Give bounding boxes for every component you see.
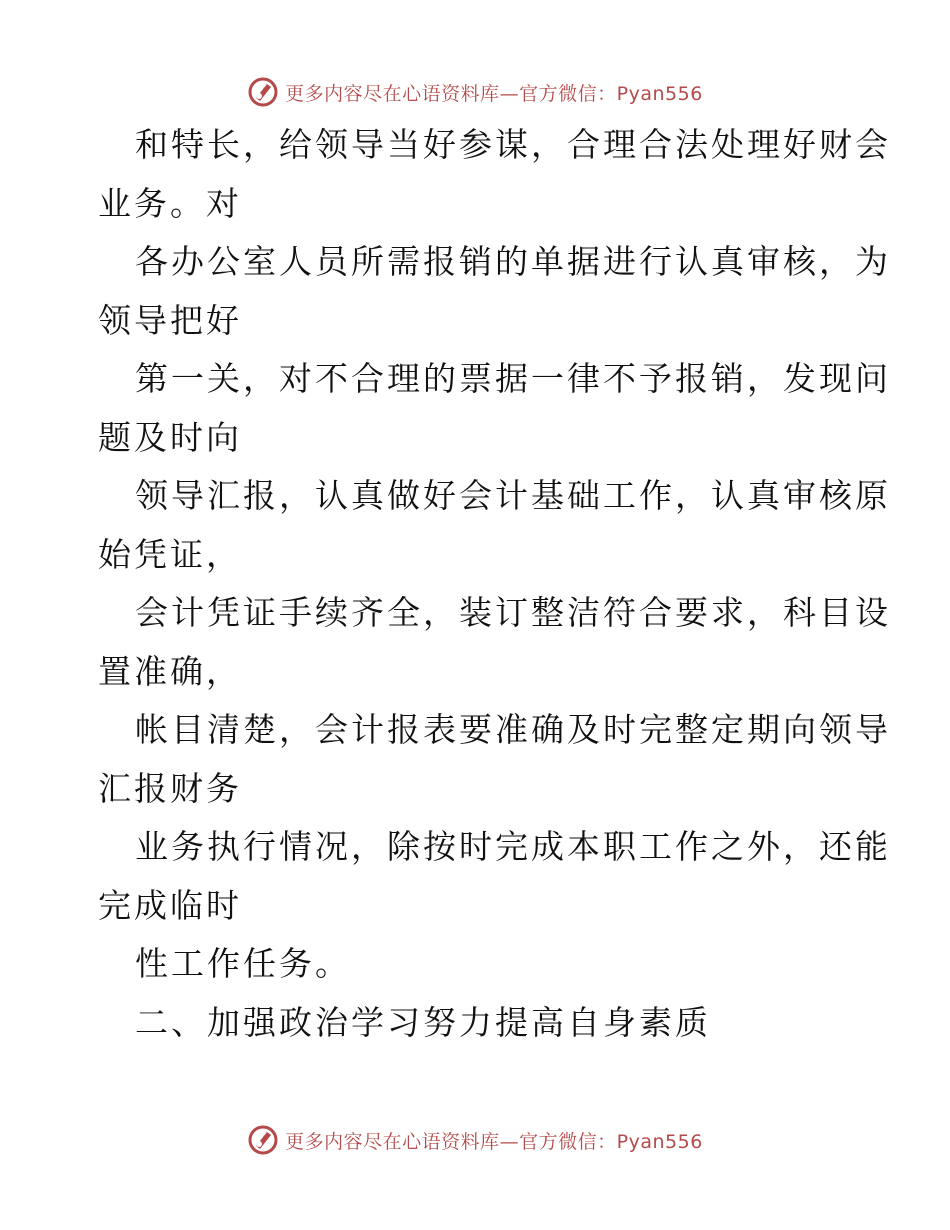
text-line: 置准确， [98,651,242,691]
wechat-id: Pyan556 [616,82,703,105]
text-line: 始凭证， [98,534,242,574]
document-body [98,116,891,1052]
text-line: 领导把好 [98,300,242,340]
text-line: 各办公室人员所需报销的单据进行认真审核，为 [135,242,891,281]
text-line: 业务。对 [98,183,242,223]
logo-icon [247,76,279,108]
banner-text: 更多内容尽在心语资料库—官方微信： [285,82,617,105]
text-line: 和特长，给领导当好参谋，合理合法处理好财会 [135,125,891,164]
text-line: 第一关，对不合理的票据一律不予报销，发现问 [135,359,891,398]
text-line: 业务执行情况，除按时完成本职工作之外，还能 [135,827,891,866]
text-line: 性工作任务。 [135,944,351,983]
header-banner [0,72,950,112]
text-line: 完成临时 [98,885,242,925]
text-line: 帐目清楚，会计报表要准确及时完整定期向领导 [135,710,891,749]
footer-banner [0,1120,950,1160]
text-line: 汇报财务 [98,768,242,808]
section-heading: 二、加强政治学习努力提高自身素质 [135,1002,711,1042]
text-line: 题及时向 [98,417,242,457]
text-line: 会计凭证手续齐全，装订整洁符合要求，科目设 [135,593,891,632]
text-line: 领导汇报，认真做好会计基础工作，认真审核原 [135,476,891,515]
wechat-id: Pyan556 [616,1130,703,1153]
logo-icon [247,1124,279,1156]
banner-text: 更多内容尽在心语资料库—官方微信： [285,1130,617,1153]
